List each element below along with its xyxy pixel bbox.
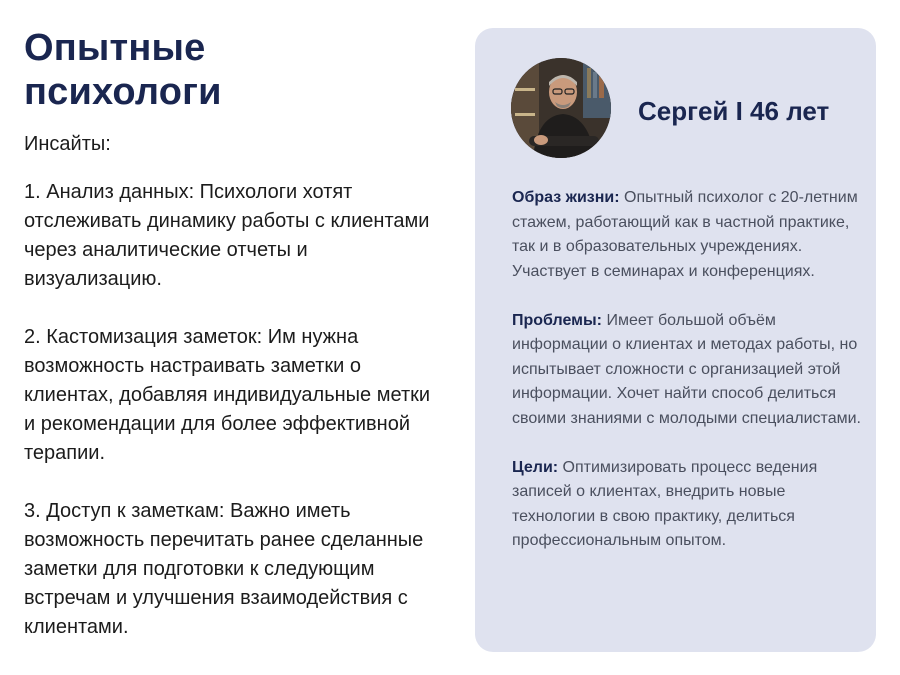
left-column	[24, 26, 444, 671]
page-title-line-1: Опытные	[24, 27, 206, 69]
persona-lifestyle	[512, 186, 862, 284]
persona-details	[512, 186, 862, 578]
avatar	[511, 58, 611, 158]
persona-photo-icon	[511, 58, 611, 158]
persona-name: Сергей I 46 лет	[638, 96, 830, 126]
persona-goals	[512, 456, 862, 554]
page-title	[24, 26, 444, 114]
persona-problems	[512, 309, 862, 432]
persona-goals-label: Цели:	[512, 458, 559, 476]
page-title-line-2: психологи	[24, 71, 222, 113]
persona-goals-text: Оптимизировать процесс ведения записей о клиентах, внедрить новые технологии в свою практику, делиться профессиональным опытом.	[512, 458, 818, 549]
insights-heading: Инсайты:	[24, 133, 111, 155]
persona-lifestyle-label: Образ жизни:	[512, 189, 620, 206]
persona-lifestyle-text: Опытный психолог с 20-летним стажем, работающий как в частной практике, так и в образовательных учреждениях. Участвует в семинарах и конференциях.	[512, 189, 858, 280]
insight-item: 2. Кастомизация заметок: Им нужна возможность настраивать заметки о клиентах, добавляя индивидуальные метки и рекомендации для более эффективной терапии.	[24, 326, 431, 464]
insight-item: 1. Анализ данных: Психологи хотят отслеживать динамику работы с клиентами через аналитические отчеты и визуализацию.	[24, 181, 430, 290]
insight-item: 3. Доступ к заметкам: Важно иметь возможность перечитать ранее сделанные заметки для подготовки к следующим встречам и улучшения взаимодействия с клиентами.	[24, 500, 424, 638]
insights-list	[24, 178, 444, 642]
persona-problems-text: Имеет большой объём информации о клиентах и методах работы, но испытывает сложности с организацией этой информации. Хочет найти способ делиться своими знаниями с молодыми специалистами.	[512, 311, 861, 427]
persona-problems-label: Проблемы:	[512, 311, 602, 329]
persona-card	[475, 28, 876, 652]
